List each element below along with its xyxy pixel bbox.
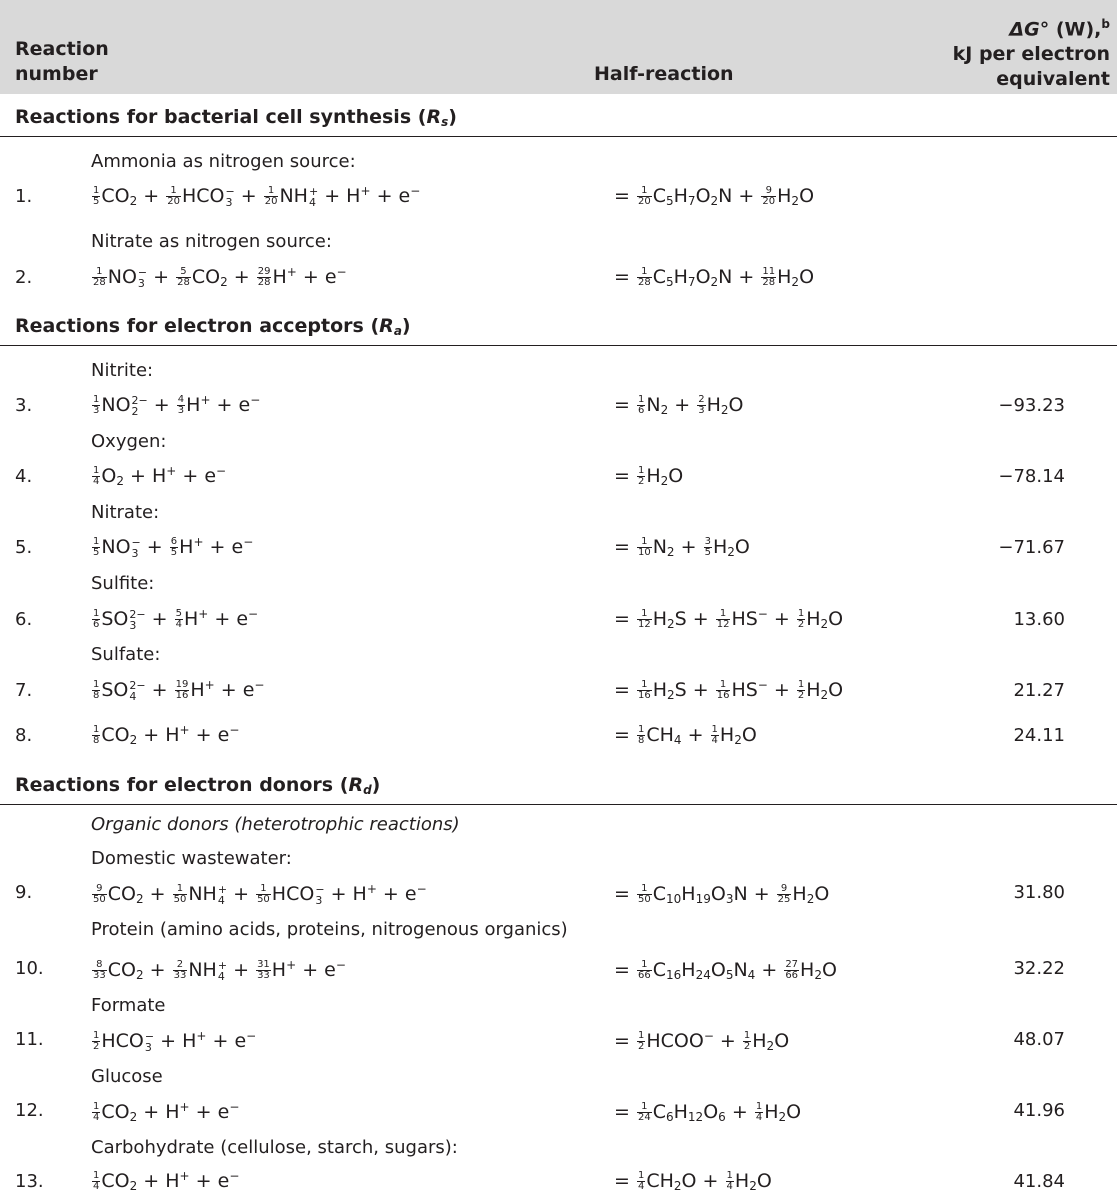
label-glucose: Glucose <box>91 1066 163 1087</box>
row-number: 9. <box>15 882 33 903</box>
section-symbol: R <box>426 106 442 128</box>
label-domestic-wastewater: Domestic wastewater: <box>91 848 292 869</box>
label-sulfite: Sulfite: <box>91 573 155 594</box>
row-number: 5. <box>15 537 33 558</box>
delta-g-label: kJ per electron equivalent <box>952 43 1110 91</box>
half-reaction-rhs: = $\frac{1}{6}$ $N_2$ + $\frac{2}{3}$ $H_2O$ <box>614 394 744 417</box>
label-ammonia: Ammonia as nitrogen source: <box>91 151 356 172</box>
half-reaction-rhs: = $\frac{1}{4}$ $CH_2O$ + $\frac{1}{4}$ $H_2O$ <box>614 1170 772 1193</box>
row-number: 2. <box>15 267 33 288</box>
header-reaction-number: Reaction number <box>15 38 109 85</box>
delta-g-footnote: b <box>1101 17 1110 31</box>
section-synthesis: Reactions for bacterial cell synthesis $(R_s)$ <box>15 106 457 129</box>
row-number: 7. <box>15 680 33 701</box>
section-symbol-sub: s <box>441 115 449 129</box>
half-reaction-lhs: $\frac{1}{4}$ $O_2 + H^+ + e^-$ <box>93 464 227 488</box>
delta-g-value: 41.96 <box>1013 1100 1065 1121</box>
row-number: 3. <box>15 395 33 416</box>
half-reaction-rhs: = $\frac{1}{66}$ $C_{16}H_{24}O_5N_4$ + $\frac{27}{66}$ $H_2O$ <box>614 959 837 982</box>
half-reaction-rhs: = $\frac{1}{28}$ $C_5H_7O_2N$ + $\frac{11}{28}$ $H_2O$ <box>614 266 815 289</box>
delta-g-value: 24.11 <box>1013 725 1065 746</box>
section-rule <box>0 136 1117 137</box>
half-reaction-lhs: $\frac{1}{8}$ SO 2− 4 + $\frac{19}{16}$ H+ + e− <box>93 678 265 703</box>
section-title: Reactions for electron acceptors <box>15 315 364 337</box>
row-number: 1. <box>15 186 33 207</box>
half-reaction-rhs: = $\frac{1}{8}$ $CH_4$ + $\frac{1}{4}$ $H_2O$ <box>614 724 757 747</box>
section-symbol: R <box>379 315 394 337</box>
section-acceptors: Reactions for electron acceptors $(R_a)$ <box>15 315 411 338</box>
label-organic-donors: Organic donors (heterotrophic reactions) <box>91 814 460 835</box>
row-number: 11. <box>15 1029 44 1050</box>
label-nitrite: Nitrite: <box>91 360 154 381</box>
half-reaction-lhs: $\frac{1}{5}$ NO − 3 + $\frac{6}{5}$ H+ + e− <box>93 535 254 560</box>
half-reaction-rhs: = $\frac{1}{24}$ $C_6H_{12}O_6$ + $\frac{1}{4}$ $H_2O$ <box>614 1101 802 1124</box>
section-title: Reactions for electron donors <box>15 774 334 796</box>
section-rule <box>0 804 1117 805</box>
delta-g-symbol: ΔG° <box>1009 18 1050 41</box>
half-reaction-lhs: $\frac{1}{5}$ $CO_2$ + $\frac{1}{20}$ HCO − 3 + $\frac{1}{20}$ NH + 4 + H+ + e− <box>93 184 421 209</box>
row-number: 13. <box>15 1171 44 1192</box>
half-reaction-lhs: $\frac{1}{6}$ SO 2− 3 + $\frac{5}{4}$ H+ + e− <box>93 607 259 632</box>
half-reaction-rhs: = $\frac{1}{2}$ HCOO− + $\frac{1}{2}$ $H_2O$ <box>614 1029 790 1053</box>
delta-g-value: −71.67 <box>998 537 1065 558</box>
delta-g-value: 41.84 <box>1013 1171 1065 1192</box>
half-reaction-rhs: = $\frac{1}{20}$ $C_5H_7O_2N$ + $\frac{9}{20}$ $H_2O$ <box>614 185 815 208</box>
half-reaction-lhs: $\frac{1}{3}$ NO 2− 2 + $\frac{4}{3}$ H+ + e− <box>93 393 261 418</box>
delta-g-value: 48.07 <box>1013 1029 1065 1050</box>
delta-g-value: −93.23 <box>998 395 1065 416</box>
section-title: Reactions for bacterial cell synthesis <box>15 106 412 128</box>
delta-g-value: 32.22 <box>1013 958 1065 979</box>
row-number: 12. <box>15 1100 44 1121</box>
delta-g-value: 31.80 <box>1013 882 1065 903</box>
label-nitrate: Nitrate: <box>91 502 160 523</box>
half-reaction-lhs: $\frac{1}{4}$ $CO_2 + H^+ + e^-$ <box>93 1100 240 1124</box>
label-nitrate-source: Nitrate as nitrogen source: <box>91 231 332 252</box>
label-oxygen: Oxygen: <box>91 431 167 452</box>
row-number: 8. <box>15 725 33 746</box>
half-reaction-lhs: $\frac{9}{50}$ $CO_2$ + $\frac{1}{50}$ NH + 4 + $\frac{1}{50}$ HCO − 3 + H+ + e− <box>93 882 427 907</box>
half-reaction-lhs: $\frac{8}{33}$ $CO_2$ + $\frac{2}{33}$ NH + 4 + $\frac{31}{33}$ H+ + e− <box>93 958 346 983</box>
label-protein: Protein (amino acids, proteins, nitrogenous organics) <box>91 919 568 940</box>
half-reaction-lhs: $\frac{1}{8}$ $CO_2 + H^+ + e^-$ <box>93 723 240 747</box>
label-carbohydrate: Carbohydrate (cellulose, starch, sugars): <box>91 1137 458 1158</box>
delta-g-value: 21.27 <box>1013 680 1065 701</box>
half-reaction-lhs: $\frac{1}{28}$ NO − 3 + $\frac{5}{28}$ $CO_2$ + $\frac{29}{28}$ H+ + e− <box>93 265 347 290</box>
half-reaction-rhs: = $\frac{1}{2}$ $H_2O$ <box>614 465 684 488</box>
row-number: 6. <box>15 609 33 630</box>
section-symbol-sub: d <box>363 783 372 797</box>
half-reaction-rhs: = $\frac{1}{16}$ $H_2S$ + $\frac{1}{16}$ HS− + $\frac{1}{2}$ $H_2O$ <box>614 678 844 702</box>
row-number: 4. <box>15 466 33 487</box>
half-reaction-lhs: $\frac{1}{4}$ $CO_2 + H^+ + e^-$ <box>93 1169 240 1193</box>
delta-g-value: 13.60 <box>1013 609 1065 630</box>
header-half-reaction: Half-reaction <box>594 63 734 85</box>
section-symbol-sub: a <box>393 324 402 338</box>
delta-g-unit: (W), <box>1055 18 1102 41</box>
half-reaction-rhs: = $\frac{1}{10}$ $N_2$ + $\frac{3}{5}$ $H_2O$ <box>614 536 750 559</box>
section-symbol: R <box>348 774 364 796</box>
header-delta-g <box>930 12 1110 92</box>
section-donors: Reactions for electron donors $(R_d)$ <box>15 774 381 797</box>
half-reaction-rhs: = $\frac{1}{12}$ $H_2S$ + $\frac{1}{12}$ HS− + $\frac{1}{2}$ $H_2O$ <box>614 607 844 631</box>
half-reaction-rhs: = $\frac{1}{50}$ $C_{10}H_{19}O_3N$ + $\frac{9}{25}$ $H_2O$ <box>614 883 830 906</box>
row-number: 10. <box>15 958 44 979</box>
label-formate: Formate <box>91 995 166 1016</box>
delta-g-value: −78.14 <box>998 466 1065 487</box>
half-reaction-lhs: $\frac{1}{2}$ HCO − 3 + H+ + e− <box>93 1029 257 1054</box>
label-sulfate: Sulfate: <box>91 644 161 665</box>
section-rule <box>0 345 1117 346</box>
